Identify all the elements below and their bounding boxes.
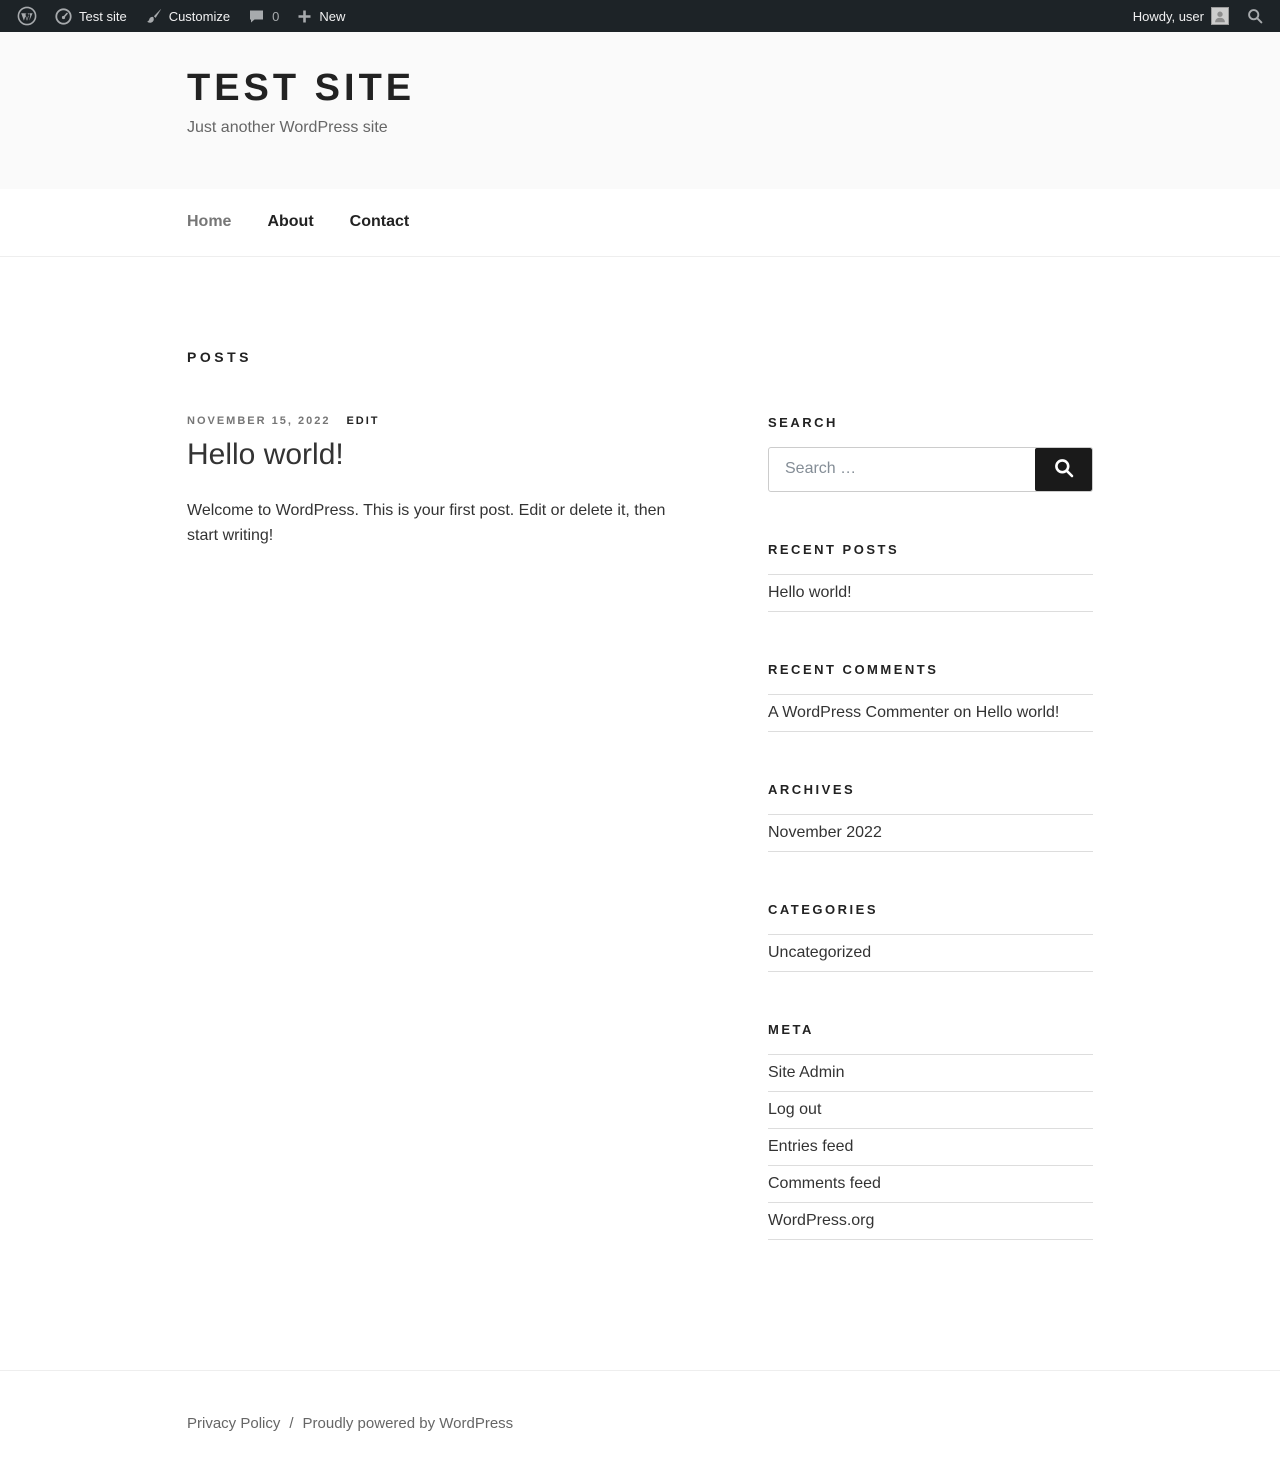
recent-posts-title: RECENT POSTS xyxy=(768,541,900,557)
plus-icon xyxy=(297,9,312,24)
meta-site-admin-link[interactable]: Site Admin xyxy=(768,1063,845,1081)
list-item xyxy=(768,1129,1093,1166)
post-edit-link[interactable]: EDIT xyxy=(346,414,380,427)
site-tagline: Just another WordPress site xyxy=(187,118,388,136)
admin-bar-new[interactable] xyxy=(288,0,354,32)
page-title: POSTS xyxy=(187,348,252,365)
admin-bar-site-name[interactable] xyxy=(46,0,136,32)
wordpress-logo-icon xyxy=(17,6,37,26)
search-form xyxy=(768,447,1093,492)
comment-author-link[interactable]: A WordPress Commenter xyxy=(768,703,950,721)
list-item xyxy=(768,695,1093,732)
search-widget-title: SEARCH xyxy=(768,414,838,430)
search-button-icon xyxy=(1053,457,1075,482)
admin-bar-howdy-label: Howdy, user xyxy=(1132,8,1204,24)
list-item xyxy=(768,815,1093,852)
sidebar xyxy=(768,349,1093,1290)
recent-comments-title: RECENT COMMENTS xyxy=(768,661,939,677)
archive-link[interactable]: November 2022 xyxy=(768,823,882,841)
admin-bar-left xyxy=(8,0,354,32)
privacy-policy-link[interactable]: Privacy Policy xyxy=(187,1414,281,1432)
search-widget xyxy=(768,415,1093,492)
comment-connector: on xyxy=(949,703,976,721)
list-item xyxy=(768,935,1093,972)
admin-bar-new-label: New xyxy=(319,8,346,24)
admin-bar-comments[interactable] xyxy=(239,0,288,32)
nav-item-home[interactable]: Home xyxy=(187,212,232,230)
post-title xyxy=(187,437,712,473)
recent-posts-widget xyxy=(768,542,1093,612)
nav-item-about[interactable]: About xyxy=(267,212,314,230)
list-item xyxy=(768,1166,1093,1203)
list-item xyxy=(768,1203,1093,1240)
categories-widget xyxy=(768,902,1093,972)
post-body: Welcome to WordPress. This is your first post. Edit or delete it, then start writing! xyxy=(187,501,666,544)
categories-title: CATEGORIES xyxy=(768,901,878,917)
search-submit-button[interactable] xyxy=(1035,448,1092,491)
meta-title: META xyxy=(768,1021,814,1037)
category-link[interactable]: Uncategorized xyxy=(768,943,872,961)
gauge-icon xyxy=(55,8,72,25)
admin-bar-right xyxy=(1124,0,1272,32)
admin-bar-comments-count: 0 xyxy=(272,8,280,24)
entry-meta xyxy=(187,415,712,427)
list-item xyxy=(768,1055,1093,1092)
archives-widget xyxy=(768,782,1093,852)
meta-log-out-link[interactable]: Log out xyxy=(768,1100,822,1118)
posts-column xyxy=(187,349,712,1290)
powered-by-link[interactable]: Proudly powered by WordPress xyxy=(302,1414,514,1432)
list-item xyxy=(768,575,1093,612)
list-item xyxy=(768,1092,1093,1129)
recent-comments-widget xyxy=(768,662,1093,732)
admin-bar-customize-label: Customize xyxy=(168,8,231,24)
post-title-link[interactable]: Hello world! xyxy=(187,437,344,471)
brush-icon xyxy=(145,8,162,25)
comment-post-link[interactable]: Hello world! xyxy=(975,703,1060,721)
site-footer xyxy=(0,1370,1280,1470)
nav-item-contact[interactable]: Contact xyxy=(349,212,410,230)
main-nav xyxy=(0,189,1280,257)
admin-bar-site-name-label: Test site xyxy=(79,8,127,24)
footer-separator: / xyxy=(289,1414,294,1432)
meta-wordpress-org-link[interactable]: WordPress.org xyxy=(768,1211,875,1229)
post-date-link[interactable]: NOVEMBER 15, 2022 xyxy=(187,414,331,427)
admin-bar-search[interactable] xyxy=(1238,0,1272,32)
site-title[interactable]: TEST SITE xyxy=(187,67,416,109)
comment-icon xyxy=(248,8,265,25)
post-article xyxy=(187,415,712,549)
meta-widget xyxy=(768,1022,1093,1240)
meta-comments-feed-link[interactable]: Comments feed xyxy=(768,1174,881,1192)
search-icon xyxy=(1247,8,1263,24)
recent-post-link[interactable]: Hello world! xyxy=(768,583,852,601)
archives-title: ARCHIVES xyxy=(768,781,856,797)
avatar xyxy=(1211,7,1229,25)
admin-bar-customize[interactable] xyxy=(136,0,239,32)
admin-bar xyxy=(0,0,1280,32)
search-input[interactable] xyxy=(769,448,1035,491)
content-area xyxy=(187,257,1093,1370)
admin-bar-account[interactable] xyxy=(1124,0,1238,32)
site-header xyxy=(0,32,1280,189)
wordpress-logo-button[interactable] xyxy=(8,0,46,32)
meta-entries-feed-link[interactable]: Entries feed xyxy=(768,1137,854,1155)
